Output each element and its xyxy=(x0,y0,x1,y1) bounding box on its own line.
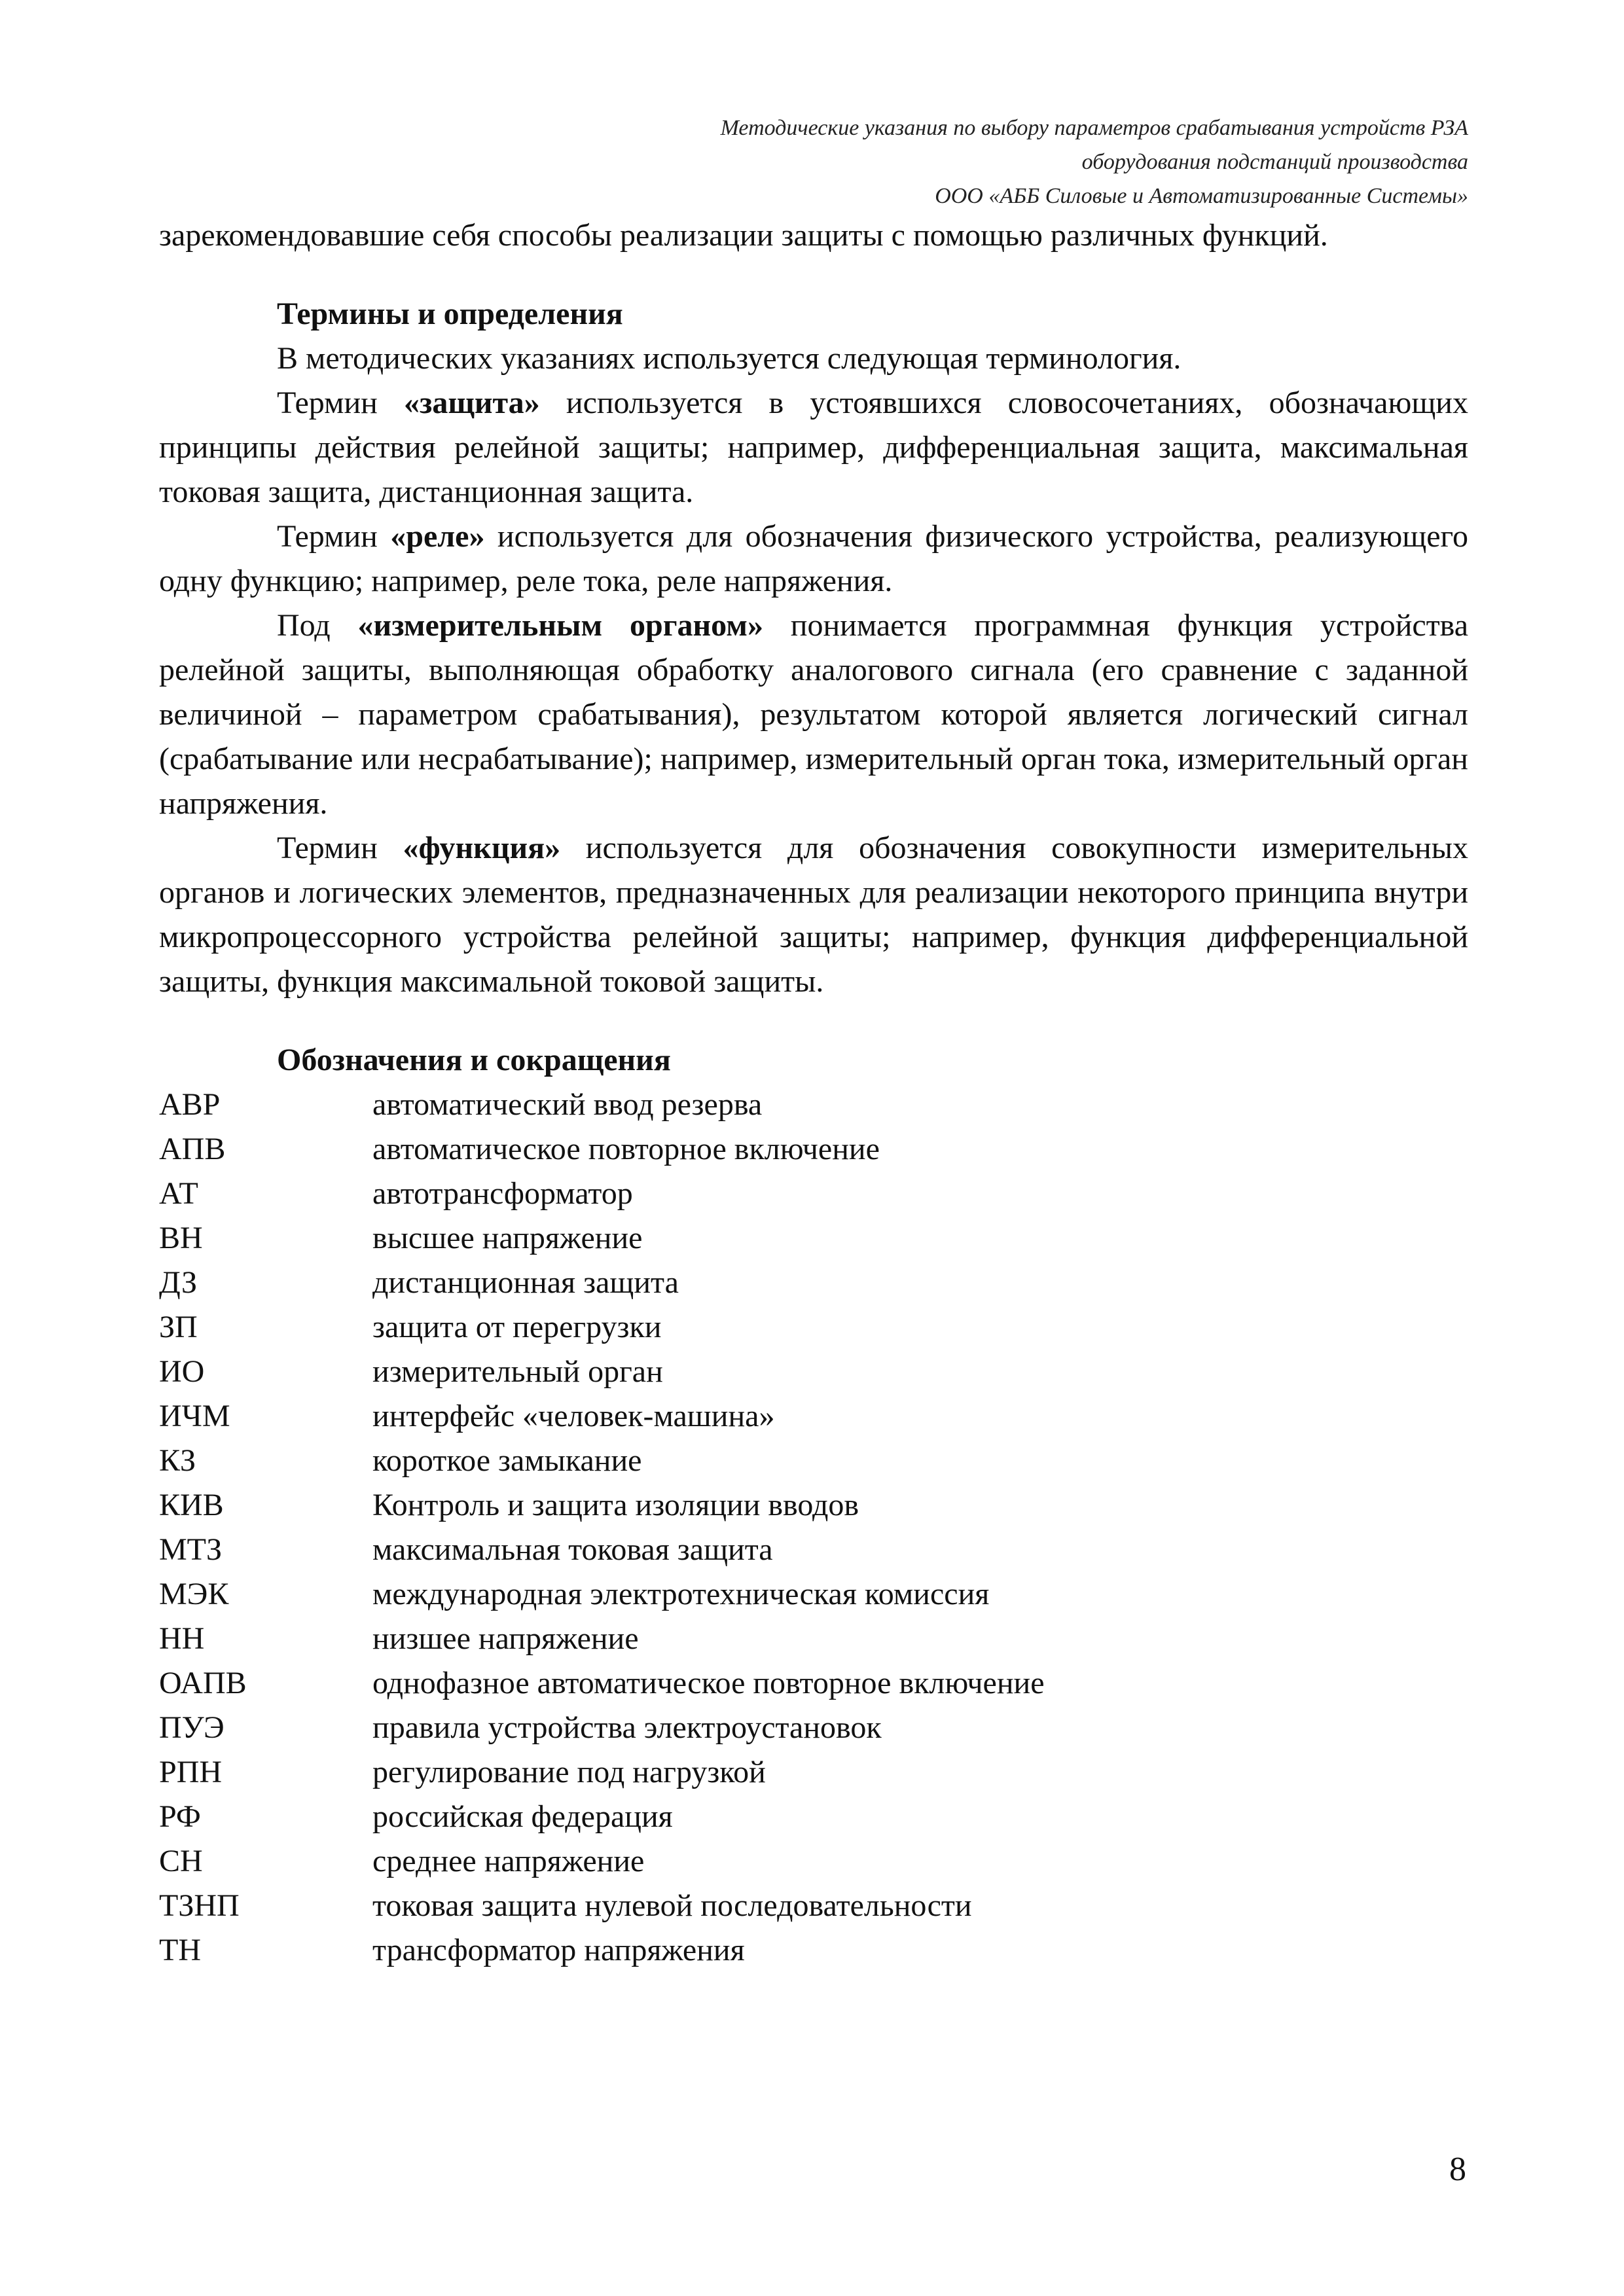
abbreviation-meaning: среднее напряжение xyxy=(372,1844,645,1878)
abbreviation-meaning: международная электротехническая комиссия xyxy=(372,1577,990,1611)
abbreviation-meaning: защита от перегрузки xyxy=(372,1310,662,1344)
abbreviation-row xyxy=(159,1127,1468,1172)
abbreviation-meaning: токовая защита нулевой последовательности xyxy=(372,1888,972,1923)
abbreviations-list xyxy=(159,1083,1468,1973)
abbreviation-meaning: измерительный орган xyxy=(372,1354,663,1389)
abbreviation-meaning: Контроль и защита изоляции вводов xyxy=(372,1488,859,1522)
abbreviation-row xyxy=(159,1617,1468,1661)
terms-heading: Термины и определения xyxy=(277,296,623,331)
term-definition: используется для обозначения совокупности измерительных органов и логических элементов, предназначенных для реализации некоторого принципа внутри микропроцессорного устройства релейной защиты; например, функция дифференциальной защиты, функция максимальной токовой защиты. xyxy=(159,831,1468,999)
abbreviation-code: ТЗНП xyxy=(159,1888,240,1923)
term-paragraph-protection xyxy=(159,381,1468,514)
abbreviation-row xyxy=(159,1172,1468,1216)
abbreviation-row xyxy=(159,1261,1468,1305)
abbreviation-code: СН xyxy=(159,1844,203,1878)
term-prefix: Термин xyxy=(277,386,405,420)
abbreviation-code: РПН xyxy=(159,1755,223,1789)
term-paragraph-measuring-element xyxy=(159,603,1468,826)
document-body xyxy=(159,213,1468,1973)
term-definition: используется для обозначения физического устройства, реализующего одну функцию; например, реле тока, реле напряжения. xyxy=(159,519,1468,598)
abbreviation-row xyxy=(159,1706,1468,1750)
abbreviation-meaning: правила устройства электроустановок xyxy=(372,1710,882,1745)
abbreviation-row xyxy=(159,1572,1468,1617)
term-bold: «функция» xyxy=(403,831,561,865)
header-line-2: оборудования подстанций производства xyxy=(1081,150,1468,174)
abbreviation-row xyxy=(159,1305,1468,1350)
abbreviation-row xyxy=(159,1884,1468,1928)
abbreviation-row xyxy=(159,1750,1468,1795)
abbreviation-code: ПУЭ xyxy=(159,1710,225,1745)
header-line-3: ООО «АББ Силовые и Автоматизированные Системы» xyxy=(935,184,1468,208)
term-prefix: Термин xyxy=(277,519,391,554)
abbreviation-row xyxy=(159,1439,1468,1483)
running-header xyxy=(159,111,1468,213)
abbreviation-meaning: низшее напряжение xyxy=(372,1621,639,1656)
term-definition: используется в устоявшихся словосочетаниях, обозначающих принципы действия релейной защиты; например, дифференциальная защита, максимальная токовая защита, дистанционная защита. xyxy=(159,386,1468,509)
abbreviation-meaning: дистанционная защита xyxy=(372,1265,679,1300)
abbreviation-code: АВР xyxy=(159,1087,221,1122)
abbreviation-code: РФ xyxy=(159,1799,201,1834)
abbreviation-meaning: автотрансформатор xyxy=(372,1176,633,1211)
abbreviation-row xyxy=(159,1483,1468,1528)
document-page xyxy=(159,111,1468,1973)
page-number: 8 xyxy=(1449,2151,1466,2188)
abbreviation-row xyxy=(159,1928,1468,1973)
abbreviation-code: МЭК xyxy=(159,1577,229,1611)
terms-intro-paragraph: В методических указаниях используется следующая терминология. xyxy=(277,341,1182,376)
abbreviation-row xyxy=(159,1083,1468,1127)
term-definition: понимается программная функция устройства релейной защиты, выполняющая обработку аналогового сигнала (его сравнение с заданной величиной – параметром срабатывания), результатом которой является логический сигнал (срабатывание или несрабатывание); например, измерительный орган тока, измерительный орган напряжения. xyxy=(159,608,1468,821)
abbreviation-row xyxy=(159,1216,1468,1261)
term-paragraph-relay xyxy=(159,514,1468,603)
abbreviation-meaning: короткое замыкание xyxy=(372,1443,642,1478)
intro-continuation-paragraph: зарекомендовавшие себя способы реализации защиты с помощью различных функций. xyxy=(159,218,1328,253)
abbreviation-row xyxy=(159,1839,1468,1884)
abbreviation-code: ЗП xyxy=(159,1310,198,1344)
abbreviation-meaning: интерфейс «человек-машина» xyxy=(372,1399,775,1433)
header-line-1: Методические указания по выбору параметров срабатывания устройств РЗА xyxy=(720,116,1468,140)
abbreviation-code: КИВ xyxy=(159,1488,224,1522)
abbreviation-meaning: однофазное автоматическое повторное включение xyxy=(372,1666,1045,1700)
term-paragraph-function xyxy=(159,826,1468,1004)
abbreviation-meaning: максимальная токовая защита xyxy=(372,1532,773,1567)
abbreviation-row xyxy=(159,1795,1468,1839)
abbreviation-code: ОАПВ xyxy=(159,1666,247,1700)
term-bold: «измерительным органом» xyxy=(357,608,763,643)
term-prefix: Термин xyxy=(277,831,403,865)
abbreviation-meaning: российская федерация xyxy=(372,1799,673,1834)
abbreviation-row xyxy=(159,1528,1468,1572)
abbreviation-code: НН xyxy=(159,1621,205,1656)
abbreviation-code: ДЗ xyxy=(159,1265,197,1300)
term-prefix: Под xyxy=(277,608,358,643)
abbreviation-code: КЗ xyxy=(159,1443,196,1478)
abbreviation-meaning: регулирование под нагрузкой xyxy=(372,1755,766,1789)
abbreviation-code: ТН xyxy=(159,1933,201,1967)
abbreviation-code: ВН xyxy=(159,1221,203,1255)
abbreviation-meaning: высшее напряжение xyxy=(372,1221,643,1255)
abbreviation-meaning: автоматическое повторное включение xyxy=(372,1132,880,1166)
abbreviation-code: ИО xyxy=(159,1354,205,1389)
term-bold: «реле» xyxy=(390,519,485,554)
term-bold: «защита» xyxy=(404,386,540,420)
abbreviation-code: МТЗ xyxy=(159,1532,223,1567)
abbreviation-meaning: автоматический ввод резерва xyxy=(372,1087,763,1122)
abbreviation-meaning: трансформатор напряжения xyxy=(372,1933,745,1967)
abbreviation-code: АТ xyxy=(159,1176,198,1211)
abbreviation-row xyxy=(159,1661,1468,1706)
abbreviations-heading: Обозначения и сокращения xyxy=(277,1043,671,1077)
abbreviation-row xyxy=(159,1350,1468,1394)
abbreviation-row xyxy=(159,1394,1468,1439)
abbreviation-code: АПВ xyxy=(159,1132,226,1166)
abbreviation-code: ИЧМ xyxy=(159,1399,230,1433)
